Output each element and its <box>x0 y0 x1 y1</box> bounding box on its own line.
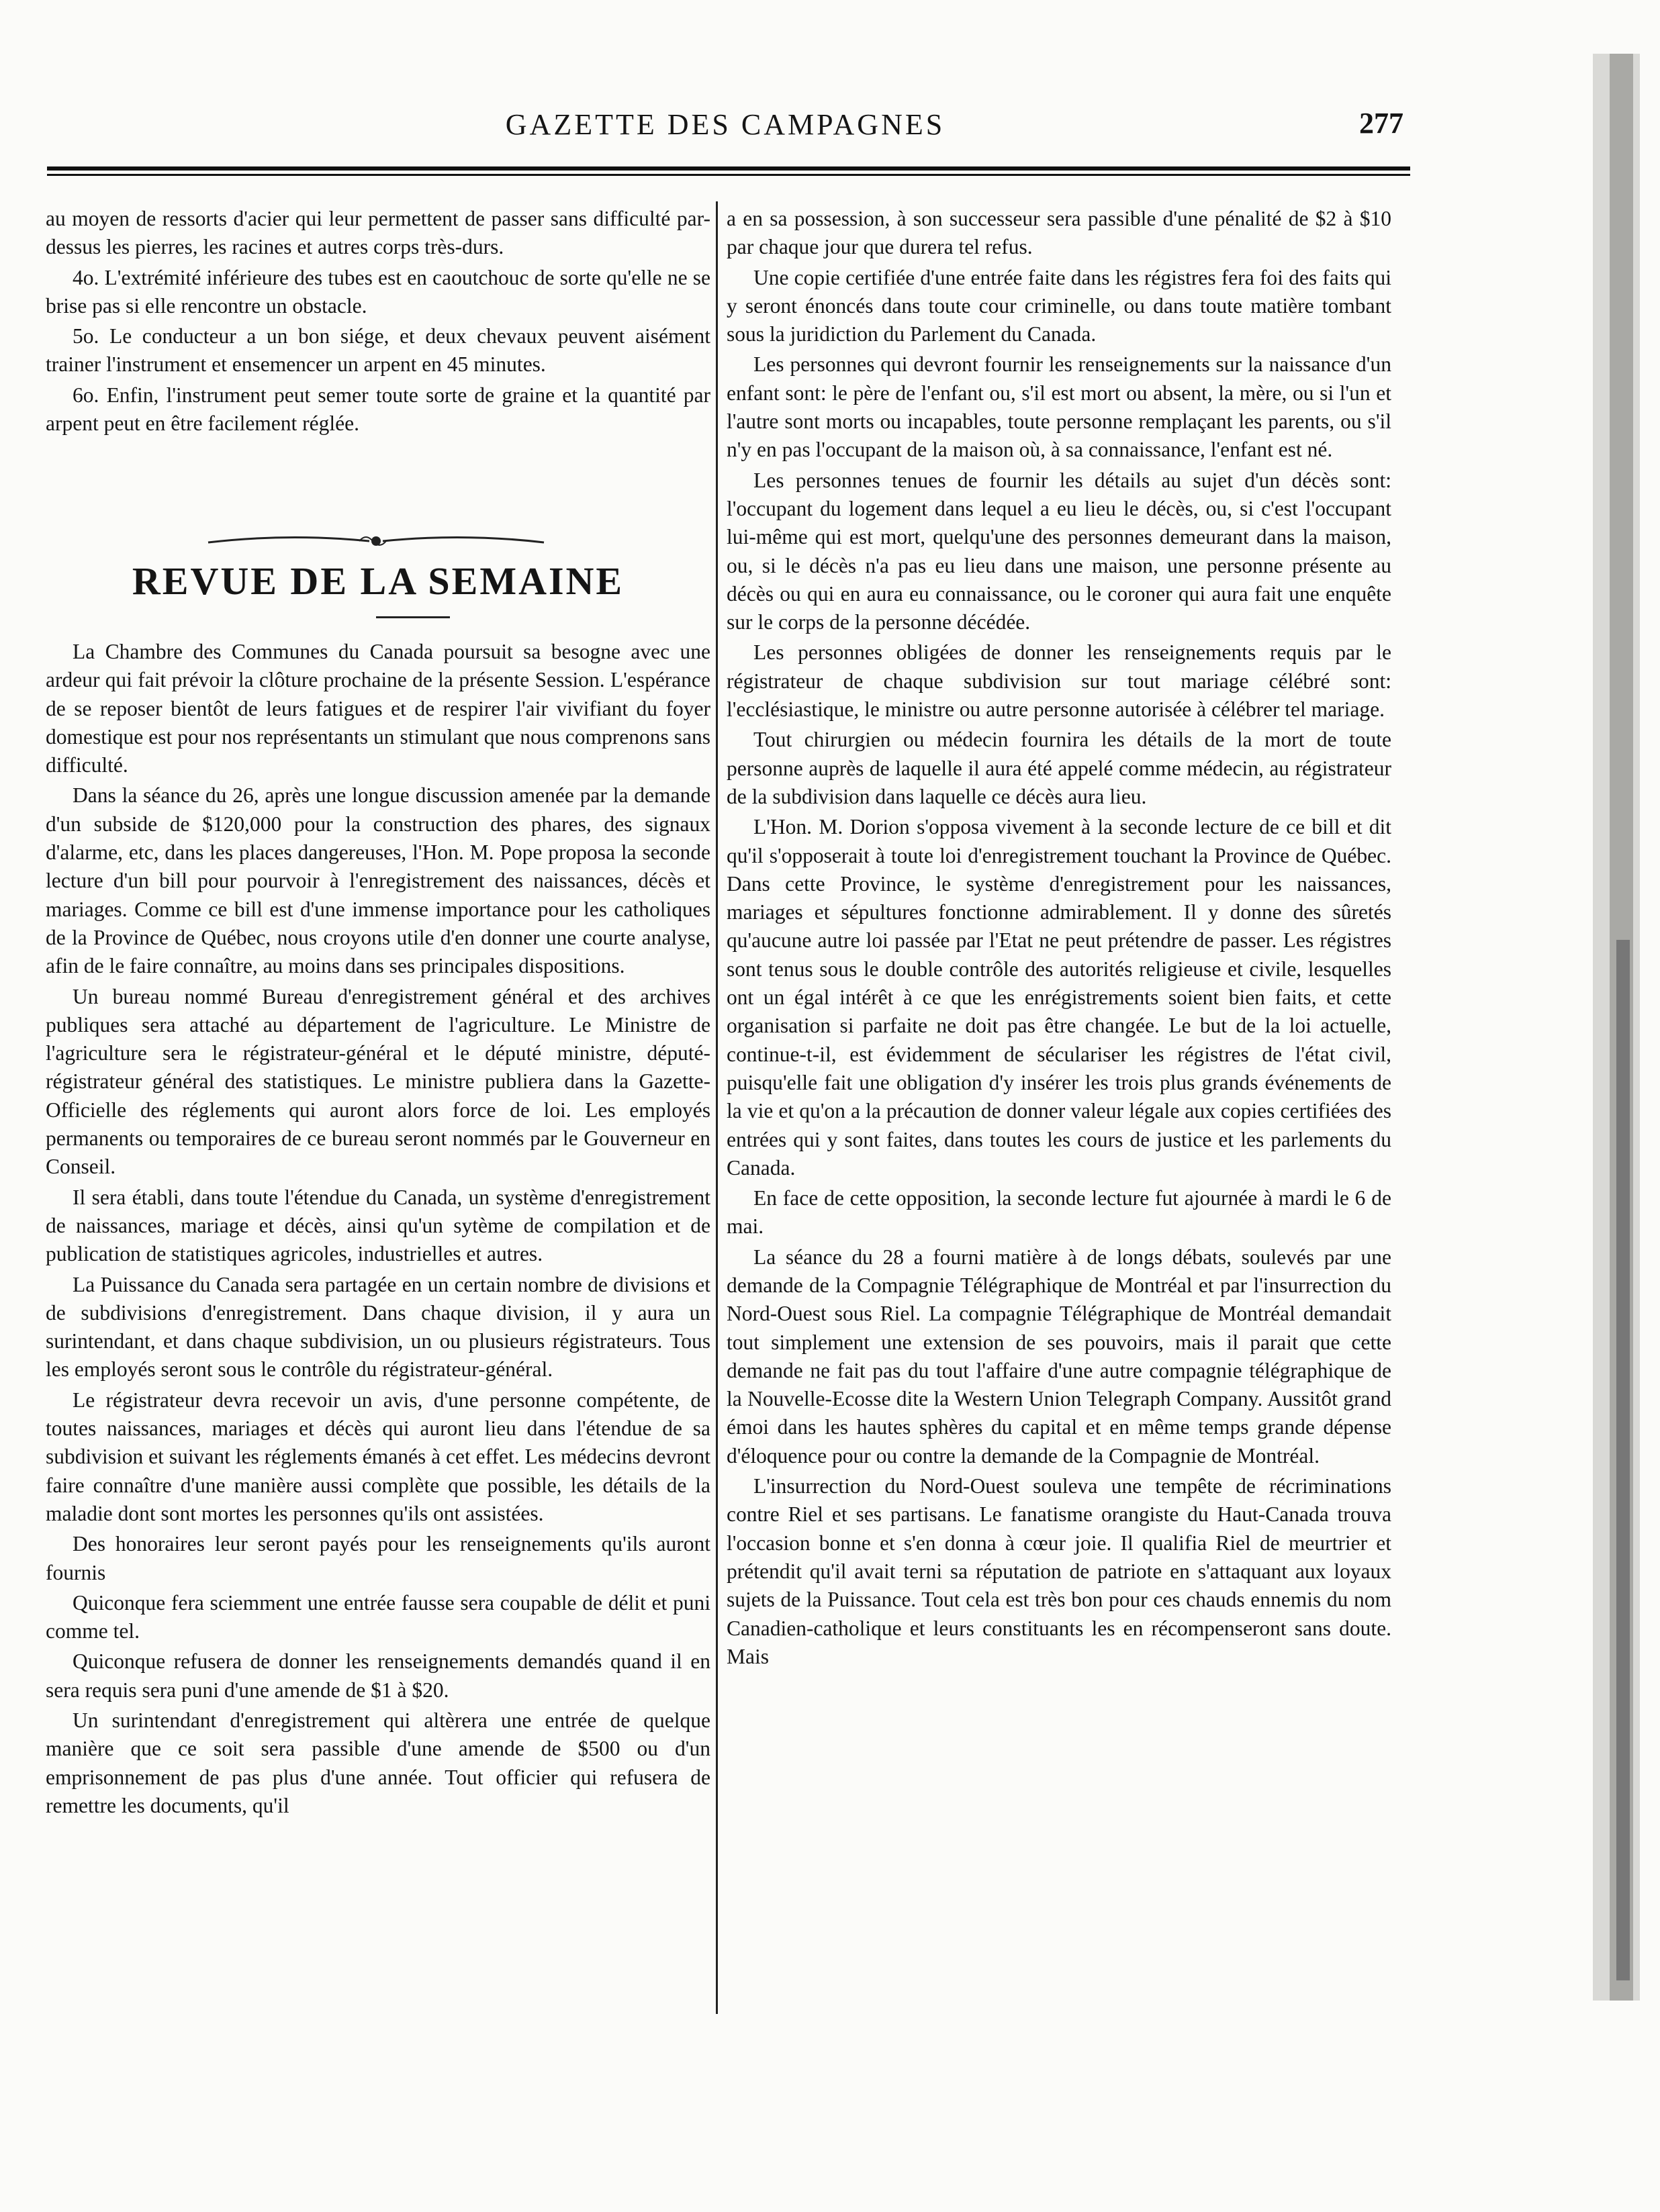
paragraph: a en sa possession, à son successeur sera passible d'une pénalité de $2 à $10 par chaque jour que durera tel refus. <box>727 207 1391 259</box>
paragraph: Tout chirurgien ou médecin fournira les détails de la mort de toute personne auprès de laquelle il aura été appelé comme médecin, au régistrateur de la subdivision dans laquelle ce décès aura lieu. <box>727 728 1391 808</box>
paragraph: Quiconque fera sciemment une entrée fausse sera coupable de délit et puni comme tel. <box>46 1590 710 1643</box>
paragraph: La séance du 28 a fourni matière à de longs débats, soulevés par une demande de la Compagnie Télégraphique de Montréal et par l'insurrection du Nord-Ouest sous Riel. La compagnie Télégraphique de Montréal demandait tout simplement une extension de ses pouvoirs, mais il parait que cette demande ne fait pas du tout l'affaire d'une autre compagnie télégraphique de la Nouvelle-Ecosse dite la Western Union Telegraph Company. Aussitôt grand émoi dans les hautes sphères du capital et en même temps grande dépense d'éloquence pour ou contre la demande de la Compagnie de Montréal. <box>727 1245 1391 1468</box>
running-title: GAZETTE DES CAMPAGNES <box>505 108 946 141</box>
paragraph: La Puissance du Canada sera partagée en un certain nombre de divisions et de subdivisions d'enregistrement. Dans chaque division, il y aura un surintendant, et dans chaque subdivision, un ou plusieurs régistrateurs. Tous les employés seront sous le contrôle du régistrateur-général. <box>46 1272 710 1382</box>
paragraph: au moyen de ressorts d'acier qui leur permettent de passer sans difficulté par-dessus les pierres, les racines et autres corps très-durs. <box>46 207 710 259</box>
paragraph: Les personnes tenues de fournir les détails au sujet d'un décès sont: l'occupant du logement dans lequel a eu lieu le décès, ou, si c'est l'occupant lui-même qui est mort, quelqu'une des personnes demeurant dans la maison, ou, si le décès n'a pas eu lieu dans une maison, une personne présente au décès ou qui en aura eu connaissance, ou le coroner qui aura fait une enquête sur le corps de la personne décédée. <box>727 468 1391 634</box>
paragraph: Les personnes obligées de donner les renseignements requis par le régistrateur de chaque subdivision sur tout mariage célébré sont: l'ecclésiastique, le ministre ou autre personne autorisée à célébrer tel mariage. <box>727 640 1391 722</box>
left-column-top <box>46 205 710 440</box>
paragraph: 4o. L'extrémité inférieure des tubes est en caoutchouc de sorte qu'elle ne se brise pas si elle rencontre un obstacle. <box>46 265 710 318</box>
paragraph: Les personnes qui devront fournir les renseignements sur la naissance d'un enfant sont: le père de l'enfant ou, s'il est mort ou absent, la mère, ou si l'un et l'autre sont morts ou incapables, toute personne remplaçant les parents, ou s'il n'y en pas l'occupant de la maison où, à sa connaissance, l'enfant est né. <box>727 352 1391 462</box>
left-column-article <box>46 638 710 1822</box>
paragraph: La Chambre des Communes du Canada poursuit sa besogne avec une ardeur qui fait prévoir la clôture prochaine de la présente Session. L'espérance de se reposer bientôt de leurs fatigues et de respirer l'air vivifiant du foyer domestique est pour nos représentants un stimulant que nous comprenons sans difficulté. <box>46 640 710 777</box>
paragraph: Le régistrateur devra recevoir un avis, d'une personne compétente, de toutes naissances, mariages et décès qui auront lieu dans l'étendue de sa subdivision et suivant les réglements émanés à cet effet. Les médecins devront faire connaître d'une manière aussi complète que possible, les détails de la maladie dont sont mortes les personnes qu'ils ont assistées. <box>46 1388 710 1525</box>
paragraph: Des honoraires leur seront payés pour les renseignements qu'ils auront fournis <box>46 1532 710 1584</box>
paragraph: L'Hon. M. Dorion s'opposa vivement à la seconde lecture de ce bill et dit qu'il s'opposerait à toute loi d'enregistrement touchant la Province de Québec. Dans cette Province, le système d'enregistrement pour les naissances, mariages et sépultures fonctionne admirablement. Il y donne des sûretés qu'aucune autre loi passée par l'Etat ne peut prétendre de passer. Les régistres sont tenus sous le double contrôle des autorités religieuse et civile, lesquelles ont un égal intérêt à ce que les enrégistrements soient bien faits, et cette organisation si parfaite ne doit pas être changée. Le but de la loi actuelle, continue-t-il, est évidemment de séculariser les régistres de l'état civil, puisqu'elle fait une obligation d'y insérer les trois plus grands événements de la vie et qu'on a la précaution de donner valeur légale aux copies certifiées des entrées qui y sont faites, dans toutes les cours de justice et les parlements du Canada. <box>727 815 1391 1180</box>
paragraph: Quiconque refusera de donner les renseignements demandés quand il en sera requis sera puni d'une amende de $1 à $20. <box>46 1649 710 1702</box>
title-underline <box>376 616 450 618</box>
section-title: REVUE DE LA SEMAINE <box>132 559 625 603</box>
paragraph: Un surintendant d'enregistrement qui altèrera une entrée de quelque manière que ce soit sera passible d'une amende de $500 ou d'un emprisonnement de pas plus d'une année. Tout officier qui refusera de remettre les documents, qu'il <box>46 1708 710 1817</box>
page-header <box>40 101 1410 154</box>
paragraph: Il sera établi, dans toute l'étendue du Canada, un système d'enregistrement de naissances, mariage et décès, ainsi qu'un sytème de compilation et de publication de statistiques agricoles, industrielles et autres. <box>46 1185 710 1266</box>
right-column <box>727 205 1391 1673</box>
paragraph: 5o. Le conducteur a un bon siége, et deux chevaux peuvent aisément trainer l'instrument et ensemencer un arpent en 45 minutes. <box>46 324 710 377</box>
paragraph: Dans la séance du 26, après une longue discussion amenée par la demande d'un subside de $120,000 pour la construction des phares, des signaux d'alarme, etc, dans les places dangereuses, l'Hon. M. Pope proposa la seconde lecture d'un bill pour pourvoir à l'enregistrement des naissances, décès et mariages. Comme ce bill est d'une immense importance pour les catholiques de la Province de Québec, nous croyons utile d'en donner une courte analyse, afin de le faire connaître, au moins dans ses principales dispositions. <box>46 783 710 978</box>
paragraph: L'insurrection du Nord-Ouest souleva une tempête de récriminations contre Riel et ses partisans. Le fanatisme orangiste du Haut-Canada trouva l'occasion bonne et s'en donna à cœur joie. Il qualifia Riel de meurtrier et prétendit qu'il avait terni sa réputation de patriote en s'attaquant aux loyaux sujets de la Puissance. Tout cela est très bon pour ces chauds ennemis du nom Canadien-catholique et leurs constituants les en récompenseront sans doute. Mais <box>727 1474 1391 1668</box>
paragraph: Une copie certifiée d'une entrée faite dans les régistres fera foi des faits qui y seront énoncés dans toute cour criminelle, ou dans toute matière tombant sous la juridiction du Parlement du Canada. <box>727 265 1391 346</box>
scan-bleed-through <box>1472 0 1660 2212</box>
paragraph: En face de cette opposition, la seconde lecture fut ajournée à mardi le 6 de mai. <box>727 1186 1391 1239</box>
paragraph: 6o. Enfin, l'instrument peut semer toute sorte de graine et la quantité par arpent peut en être facilement réglée. <box>46 383 710 436</box>
column-divider <box>716 201 718 2014</box>
page-number: 277 <box>1359 107 1403 140</box>
header-rule <box>47 166 1410 176</box>
paragraph: Un bureau nommé Bureau d'enregistrement général et des archives publiques sera attaché au département de l'agriculture. Le Ministre de l'agriculture sera le régistrateur-général et le député ministre, député-régistrateur général des statistiques. Le ministre publiera dans la Gazette-Officielle des réglements qui auront alors force de loi. Les employés permanents ou temporaires de ce bureau seront nommés par le Gouverneur en Conseil. <box>46 984 710 1179</box>
section-ornament <box>201 528 551 555</box>
